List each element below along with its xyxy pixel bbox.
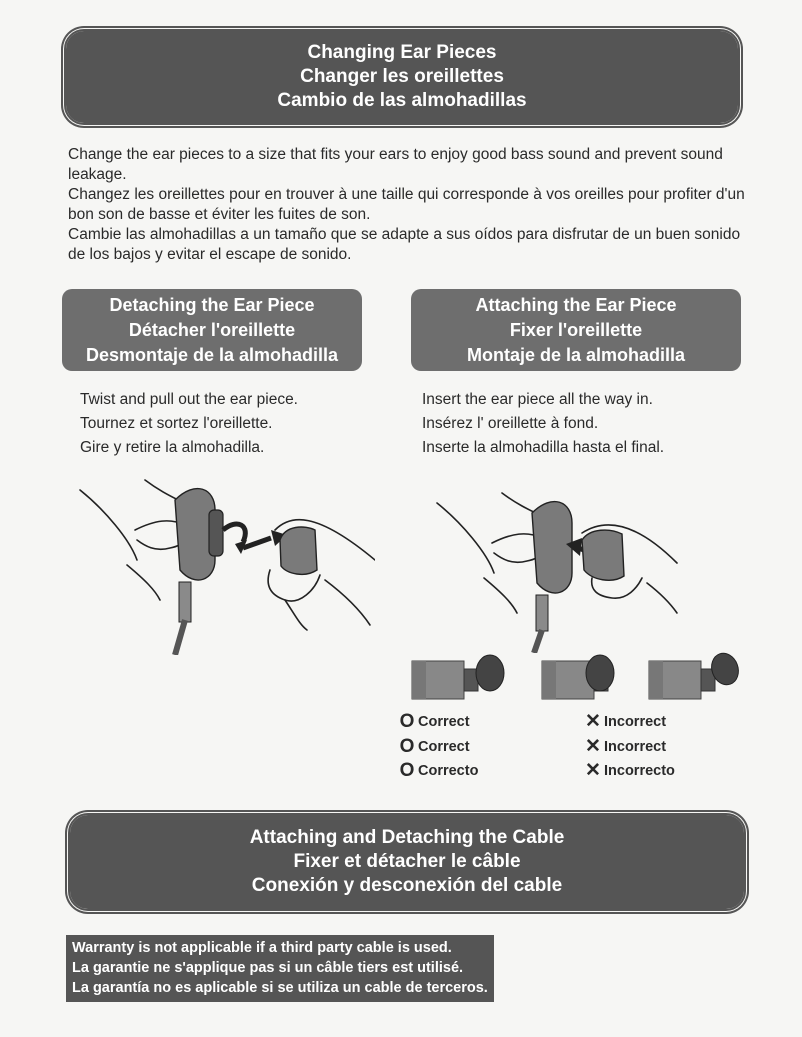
circle-icon: O [399,735,415,757]
detach-instructions [80,388,298,460]
detach-title-fr: Détacher l'oreillette [128,319,296,340]
incorrect-label-es: ✕ Incorrecto [585,759,675,784]
correct-labels [399,710,478,784]
warranty-es: La garantía no es aplicable si se utiliza un cable de terceros. [72,980,488,996]
cross-icon: ✕ [585,711,601,732]
correct-label-en: O Correct [399,710,478,735]
subheader-detaching [62,289,362,371]
attach-step-en: Insert the ear piece all the way in. [422,391,653,408]
detach-title-es: Desmontaje de la almohadilla [85,344,339,365]
attach-title-fr: Fixer l'oreillette [509,319,643,340]
circle-icon: O [399,760,415,781]
intro-text [68,145,748,265]
circle-icon: O [399,711,415,732]
detach-step-es: Gire y retire la almohadilla. [80,439,265,456]
cross-icon: ✕ [585,735,601,757]
fit-incorrect-illustration-2 [645,651,745,703]
intro-en: Change the ear pieces to a size that fits your ears to enjoy good bass sound and prevent sound leakage. [68,146,723,183]
detach-step-en: Twist and pull out the ear piece. [80,391,298,408]
header-title-fr: Changer les oreillettes [300,65,504,87]
cross-icon: ✕ [585,760,601,781]
detach-step-fr: Tournez et sortez l'oreillette. [80,415,273,432]
cable-title-en: Attaching and Detaching the Cable [249,826,565,848]
warranty-fr: La garantie ne s'applique pas si un câble tiers est utilisé. [72,960,464,976]
fit-incorrect-illustration-1 [538,651,638,703]
cable-title-es: Conexión y desconexión del cable [251,875,563,897]
warranty-notice [66,935,494,1002]
attach-instructions [422,388,664,460]
attach-ear-piece-illustration [432,478,682,653]
incorrect-label-en: ✕ Incorrect [585,710,675,735]
section-header-changing-ear-pieces [66,31,738,123]
header-title-en: Changing Ear Pieces [307,41,497,63]
cable-title-fr: Fixer et détacher le câble [293,850,521,872]
detach-ear-piece-illustration [75,470,375,655]
incorrect-label-fr: ✕ Incorrect [585,735,675,760]
intro-fr: Changez les oreillettes pour en trouver à une taille qui corresponde à vos oreilles pour profiter d'un bon son de basse et éviter les fuites de son. [68,186,745,223]
fit-correct-illustration [410,651,505,703]
intro-es: Cambie las almohadillas a un tamaño que se adapte a sus oídos para disfrutar de un buen sonido de los bajos y evitar el escape de sonido. [68,226,741,263]
attach-step-es: Inserte la almohadilla hasta el final. [422,439,665,456]
incorrect-labels [585,710,675,784]
correct-label-es: O Correcto [399,759,478,784]
detach-title-en: Detaching the Ear Piece [109,294,315,315]
attach-step-fr: Insérez l' oreillette à fond. [422,415,599,432]
section-header-cable [70,815,744,909]
attach-title-en: Attaching the Ear Piece [475,294,677,315]
correct-label-fr: O Correct [399,735,478,760]
subheader-attaching [411,289,741,371]
attach-title-es: Montaje de la almohadilla [466,344,686,365]
warranty-en: Warranty is not applicable if a third party cable is used. [72,940,452,956]
header-title-es: Cambio de las almohadillas [277,90,527,112]
